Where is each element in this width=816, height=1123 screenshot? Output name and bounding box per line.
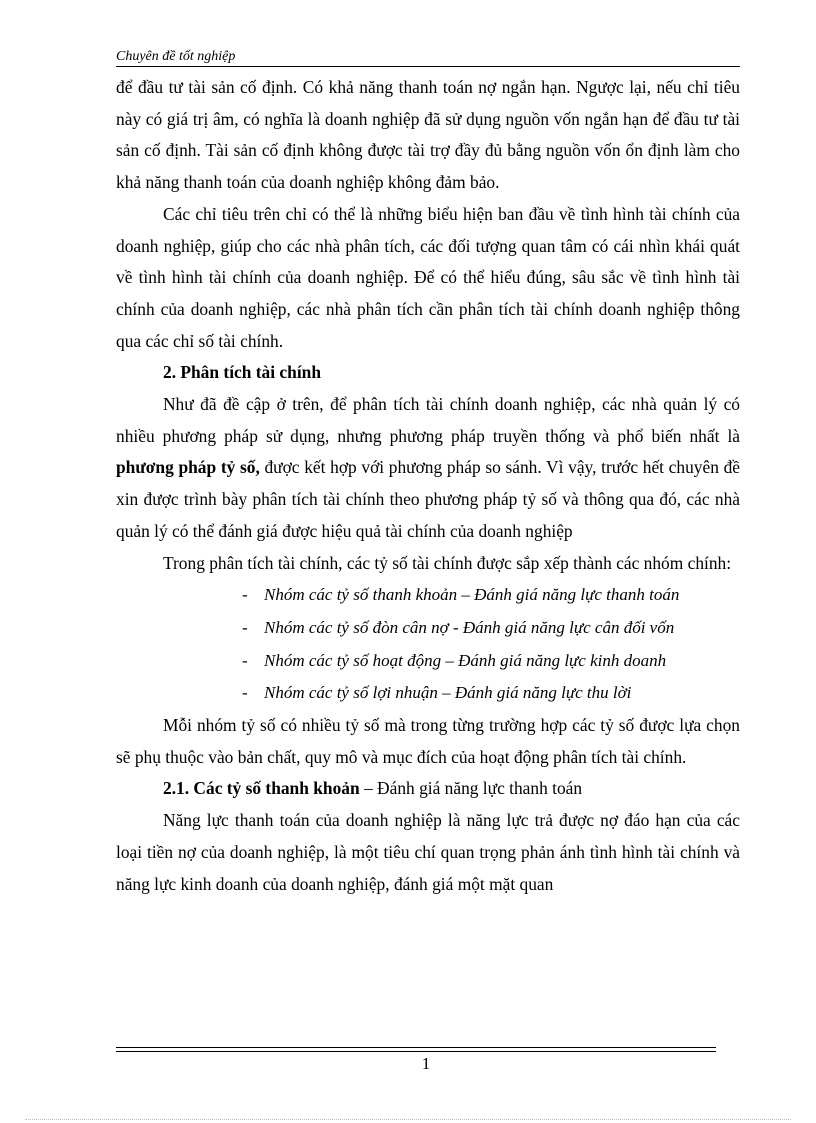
paragraph-5: Mỗi nhóm tỷ số có nhiều tỷ số mà trong từng trường hợp các tỷ số được lựa chọn sẽ phụ thuộc vào bản chất, quy mô và mục đích của hoạt động phân tích tài chính. (116, 715, 740, 767)
list-bullet: - (242, 683, 248, 703)
section-heading-2-1-rest: – Đánh giá năng lực thanh toán (359, 778, 583, 799)
paragraph-2: Các chỉ tiêu trên chỉ có thể là những biểu hiện ban đầu về tình hình tài chính của doanh nghiệp, giúp cho các nhà phân tích, các đối tượng quan tâm có cái nhìn khái quát về tình hình tài chính của doanh nghiệp. Để có thể hiểu đúng, sâu sắc về tình hình tài chính của doanh nghiệp, các nhà phân tích cần phân tích tài chính doanh nghiệp thông qua các chỉ số tài chính. (116, 203, 740, 351)
footer-divider-top (116, 1047, 716, 1048)
list-bullet: - (242, 650, 248, 670)
section-heading-2-1-bold: 2.1. Các tỷ số thanh khoản (163, 778, 360, 799)
running-header: Chuyên đề tốt nghiệp (116, 49, 236, 64)
paragraph-6: Năng lực thanh toán của doanh nghiệp là năng lực trả được nợ đáo hạn của các loại tiền nợ của doanh nghiệp, là một tiêu chí quan trọng phản ánh tình hình tài chính và năng lực kinh doanh của doanh nghiệp, đánh giá một mặt quan (116, 810, 740, 894)
paragraph-3-part2: được kết hợp với phương pháp so sánh. Vì vậy, trước hết chuyên đề xin được trình bày phân tích tài chính theo phương pháp tỷ số và thông qua đó, các nhà quản lý có thể đánh giá được hiệu quả tài chính của doanh nghiệp (116, 457, 740, 541)
section-heading-2-1 (116, 773, 740, 805)
list-item (116, 645, 740, 678)
page-number: 1 (421, 1054, 431, 1073)
footer-divider-bottom (116, 1051, 716, 1052)
list-item-text: Nhóm các tỷ số thanh khoản – Đánh giá năng lực thanh toán (264, 585, 680, 605)
paragraph-3 (116, 389, 740, 548)
section-heading-2 (116, 357, 740, 389)
list-item-text: Nhóm các tỷ số đòn cân nợ - Đánh giá năng lực cân đối vốn (264, 617, 675, 637)
list-bullet: - (242, 585, 248, 605)
list-item (116, 677, 740, 710)
page-bottom-dotted-line (25, 1119, 791, 1120)
list-item-text: Nhóm các tỷ số lợi nhuận – Đánh giá năng lực thu lời (264, 683, 632, 703)
paragraph-3-part1: Như đã đề cập ở trên, để phân tích tài chính doanh nghiệp, các nhà quản lý có nhiều phương pháp sử dụng, nhưng phương pháp truyền thống và phổ biến nhất là (116, 394, 740, 446)
list-item (116, 612, 740, 645)
list-bullet: - (242, 617, 248, 637)
body-text (116, 72, 740, 900)
paragraph-3-bold: phương pháp tỷ số, (116, 457, 260, 478)
paragraph-1: để đầu tư tài sản cố định. Có khả năng thanh toán nợ ngắn hạn. Ngược lại, nếu chỉ tiêu này có giá trị âm, có nghĩa là doanh nghiệp đã sử dụng nguồn vốn ngắn hạn để đầu tư tài sản cố định. Tài sản cố định không được tài trợ đầy đủ bằng nguồn vốn ổn định làm cho khả năng thanh toán của doanh nghiệp không đảm bảo. (116, 77, 740, 193)
section-heading-2-text: 2. Phân tích tài chính (163, 362, 321, 383)
list-item-text: Nhóm các tỷ số hoạt động – Đánh giá năng lực kinh doanh (264, 650, 667, 670)
group-list (116, 579, 740, 710)
list-item (116, 579, 740, 612)
header-divider (116, 66, 740, 67)
paragraph-4: Trong phân tích tài chính, các tỷ số tài chính được sắp xếp thành các nhóm chính: (163, 552, 732, 573)
